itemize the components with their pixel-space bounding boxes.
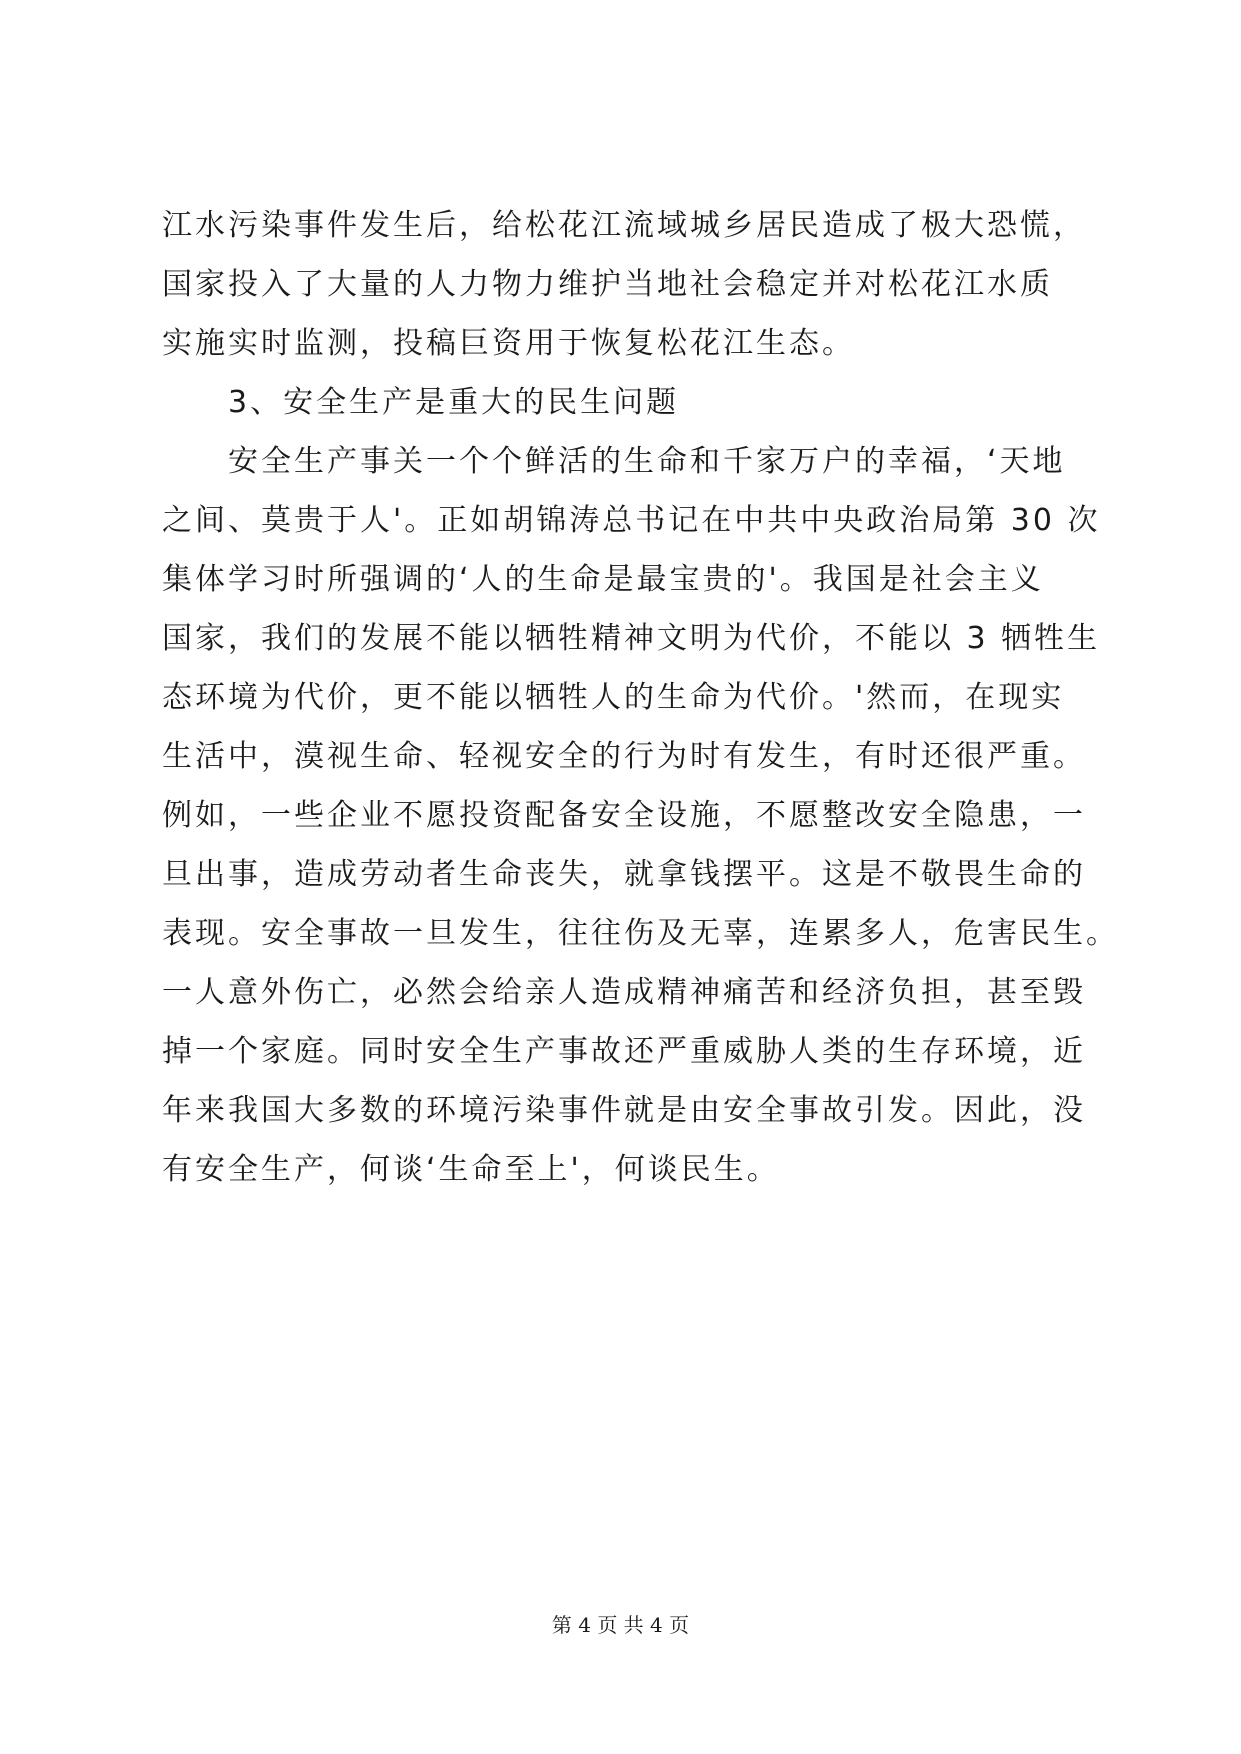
text-line: 有安全生产，何谈‘生命至上'，何谈民生。 [162, 1152, 780, 1187]
body-text [162, 196, 1119, 1199]
text-line: 国家，我们的发展不能以牺牲精神文明为代价，不能以 3 牺牲生 [162, 621, 1101, 656]
text-line: 掉一个家庭。同时安全生产事故还严重威胁人类的生存环境，近 [162, 1034, 1086, 1069]
text-line: 之间、莫贵于人'。正如胡锦涛总书记在中共中央政治局第 30 次 [162, 503, 1101, 538]
text-line: 集体学习时所强调的‘人的生命是最宝贵的'。我国是社会主义 [162, 562, 1044, 597]
text-line: 3、安全生产是重大的民生问题 [228, 385, 680, 420]
page-footer: 第 4 页 共 4 页 [551, 1613, 690, 1637]
text-line: 年来我国大多数的环境污染事件就是由安全事故引发。因此，没 [162, 1093, 1086, 1128]
text-line: 态环境为代价，更不能以牺牲人的生命为代价。'然而，在现实 [162, 680, 1065, 715]
text-line: 旦出事，造成劳动者生命丧失，就拿钱摆平。这是不敬畏生命的 [162, 857, 1086, 892]
text-line: 国家投入了大量的人力物力维护当地社会稳定并对松花江水质 [162, 267, 1053, 302]
text-line: 安全生产事关一个个鲜活的生命和千家万户的幸福，‘天地 [228, 444, 1066, 479]
text-line: 一人意外伤亡，必然会给亲人造成精神痛苦和经济负担，甚至毁 [162, 975, 1086, 1010]
text-line: 江水污染事件发生后，给松花江流域城乡居民造成了极大恐慌， [162, 208, 1086, 243]
text-line: 表现。安全事故一旦发生，往往伤及无辜，连累多人，危害民生。 [162, 916, 1119, 951]
text-line: 例如，一些企业不愿投资配备安全设施，不愿整改安全隐患，一 [162, 798, 1086, 833]
text-line: 生活中，漠视生命、轻视安全的行为时有发生，有时还很严重。 [162, 739, 1086, 774]
text-line: 实施实时监测，投稿巨资用于恢复松花江生态。 [162, 326, 855, 361]
